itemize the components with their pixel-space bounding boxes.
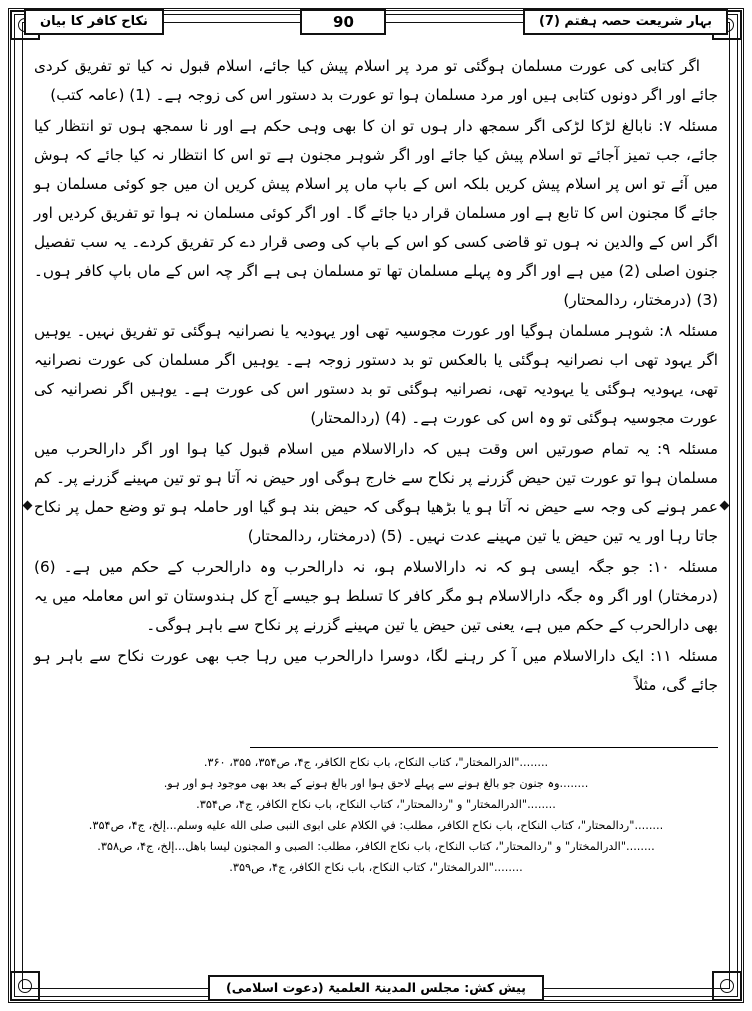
body-paragraph: مسئلہ ۱۱: ایک دارالاسلام میں آ کر رہنے لگا، دوسرا دارالحرب میں رہا جب بھی عورت نکاح سے باہر ہو جائے گی، مثلاً — [34, 647, 718, 694]
page-footer — [24, 973, 728, 1003]
footnote-item: ........"الدرالمختار"، کتاب النکاح، باب نکاح الکافر، ج۴، ص۳۵۴، ۳۵۵، ۳۶۰. — [203, 756, 549, 769]
body-paragraph: مسئلہ ۱۰: جو جگہ ایسی ہو کہ نہ دارالاسلام ہو، نہ دارالحرب وہ دارالحرب کے حکم میں ہے۔ (6) (درمختار) اور اگر وہ جگہ دارالاسلام ہو مگر کافر کا تسلط ہو جیسے آج کل ہندوستان تو اس معاملہ میں یہ بھی دارالحرب کے حکم میں ہے، یعنی تین حیض یا تین مہینے گزرنے پر نکاح سے باہر ہوگی۔ — [34, 558, 718, 634]
body-paragraph: مسئلہ ۸: شوہر مسلمان ہوگیا اور عورت مجوسیہ تھی اور یہودیہ یا نصرانیہ ہوگئی تو تفریق نہیں۔ یوہیں اگر یہود تھی اب نصرانیہ ہوگئی یا بالعکس تو بد دستور زوجہ ہے۔ یوہیں اگر مسلمان کی عورت نصرانیہ تھی، یہودیہ ہوگئی یا یہودیہ تھی، نصرانیہ ہوگئی تو بد دستور اس کی عورت ہے۔ یوہیں اگر نصرانیہ کی عورت مجوسیہ ہوگئی تو وہ اس کی عورت ہے۔ (4) (ردالمحتار) — [34, 322, 718, 427]
body-paragraph: مسئلہ ۷: نابالغ لڑکا لڑکی اگر سمجھ دار ہوں تو ان کا بھی وہی حکم ہے اور نا سمجھ ہوں تو انتظار کیا جائے، جب تمیز آجائے تو اسلام پیش کیا جائے اور اگر شوہر مجنون ہے تو اس کا انتظار نہ کیا جائے کہ ہوش میں آئے تو اس پر اسلام پیش کریں بلکہ اس کے باپ ماں پر اسلام پیش کریں ان میں جو کوئی مسلمان ہو جائے گا مجنون اس کا تابع ہے اور مسلمان قرار دیا جائے گا۔ اور اگر کوئی مسلمان نہ ہوا تو تفریق کردیں اور اگر اس کے والدین نہ ہوں تو قاضی کسی کو اس کے باپ کی وصی قرار دے کر تفریق کردے۔ یہ سب تفصیل جنون اصلی (2) میں ہے اور اگر وہ پہلے مسلمان تھا تو مسلمان ہی ہے اگر چہ اس کے ماں باپ کافر ہوں۔ (3) (درمختار، ردالمحتار) — [34, 117, 718, 309]
footer-publisher: پیش کش: مجلس المدینۃ العلمیۃ (دعوت اسلامی) — [208, 975, 544, 1001]
footnote-separator — [250, 747, 718, 748]
page-number: 90 — [300, 9, 386, 35]
document-body — [34, 52, 718, 702]
footnote-item: ........"الدرالمختار" و "ردالمحتار"، کتاب النکاح، باب نکاح الکافر، مطلب: الصبی و المجنون لیسا باهل...إلخ، ج۴، ص۳۵۸. — [97, 840, 655, 853]
footnote-item: ........وہ جنون جو بالغ ہونے سے پہلے لاحق ہوا اور بالغ ہونے کے بعد بھی موجود ہو اور ہو. — [163, 777, 589, 790]
footnote-item: ........"الدرالمختار" و "ردالمحتار"، کتاب النکاح، باب نکاح الکافر، ج۴، ص۳۵۴. — [196, 798, 556, 811]
body-paragraph: مسئلہ ۹: یہ تمام صورتیں اس وقت ہیں کہ دارالاسلام میں اسلام قبول کیا ہوا اور اگر دارالحرب میں مسلمان ہوا تو عورت تین حیض گزرنے پر نکاح سے خارج ہوگی اور حیض نہ آتا ہو تو تین مہینے گزرنے پر۔ کم عمر ہونے کی وجہ سے حیض نہ آتا ہو یا بڑھیا ہوگی کہ حیض بند ہو گیا اور حاملہ ہو تو وضع حمل پر نکاح جاتا رہا اور یہ تین حیض یا تین مہینے عدت نہیں۔ (5) (درمختار، ردالمحتار) — [33, 440, 718, 545]
footnote-list — [34, 752, 718, 878]
footnote-item: ........"ردالمحتار"، کتاب النکاح، باب نکاح الکافر، مطلب: في الکلام علی ابوی النبی صلی الله علیه وسلم...إلخ، ج۴، ص۳۵۴. — [88, 819, 664, 832]
footnote-item: ........"الدرالمختار"، کتاب النکاح، باب نکاح الکافر، ج۴، ص۳۵۹. — [229, 861, 523, 874]
header-book-title: بہار شریعت حصہ ہفتم (7) — [523, 9, 728, 35]
header-chapter-title: نکاح کافر کا بیان — [24, 9, 164, 35]
page-header — [24, 6, 728, 38]
body-paragraph: اگر کتابی کی عورت مسلمان ہوگئی تو مرد پر اسلام پیش کیا جائے، اسلام قبول نہ کیا تو تفریق کردی جائے اور اگر دونوں کتابی ہیں اور مرد مسلمان ہوا تو عورت بد دستور اس کی زوجہ ہے۔ (1) (عامہ کتب) — [34, 57, 718, 104]
